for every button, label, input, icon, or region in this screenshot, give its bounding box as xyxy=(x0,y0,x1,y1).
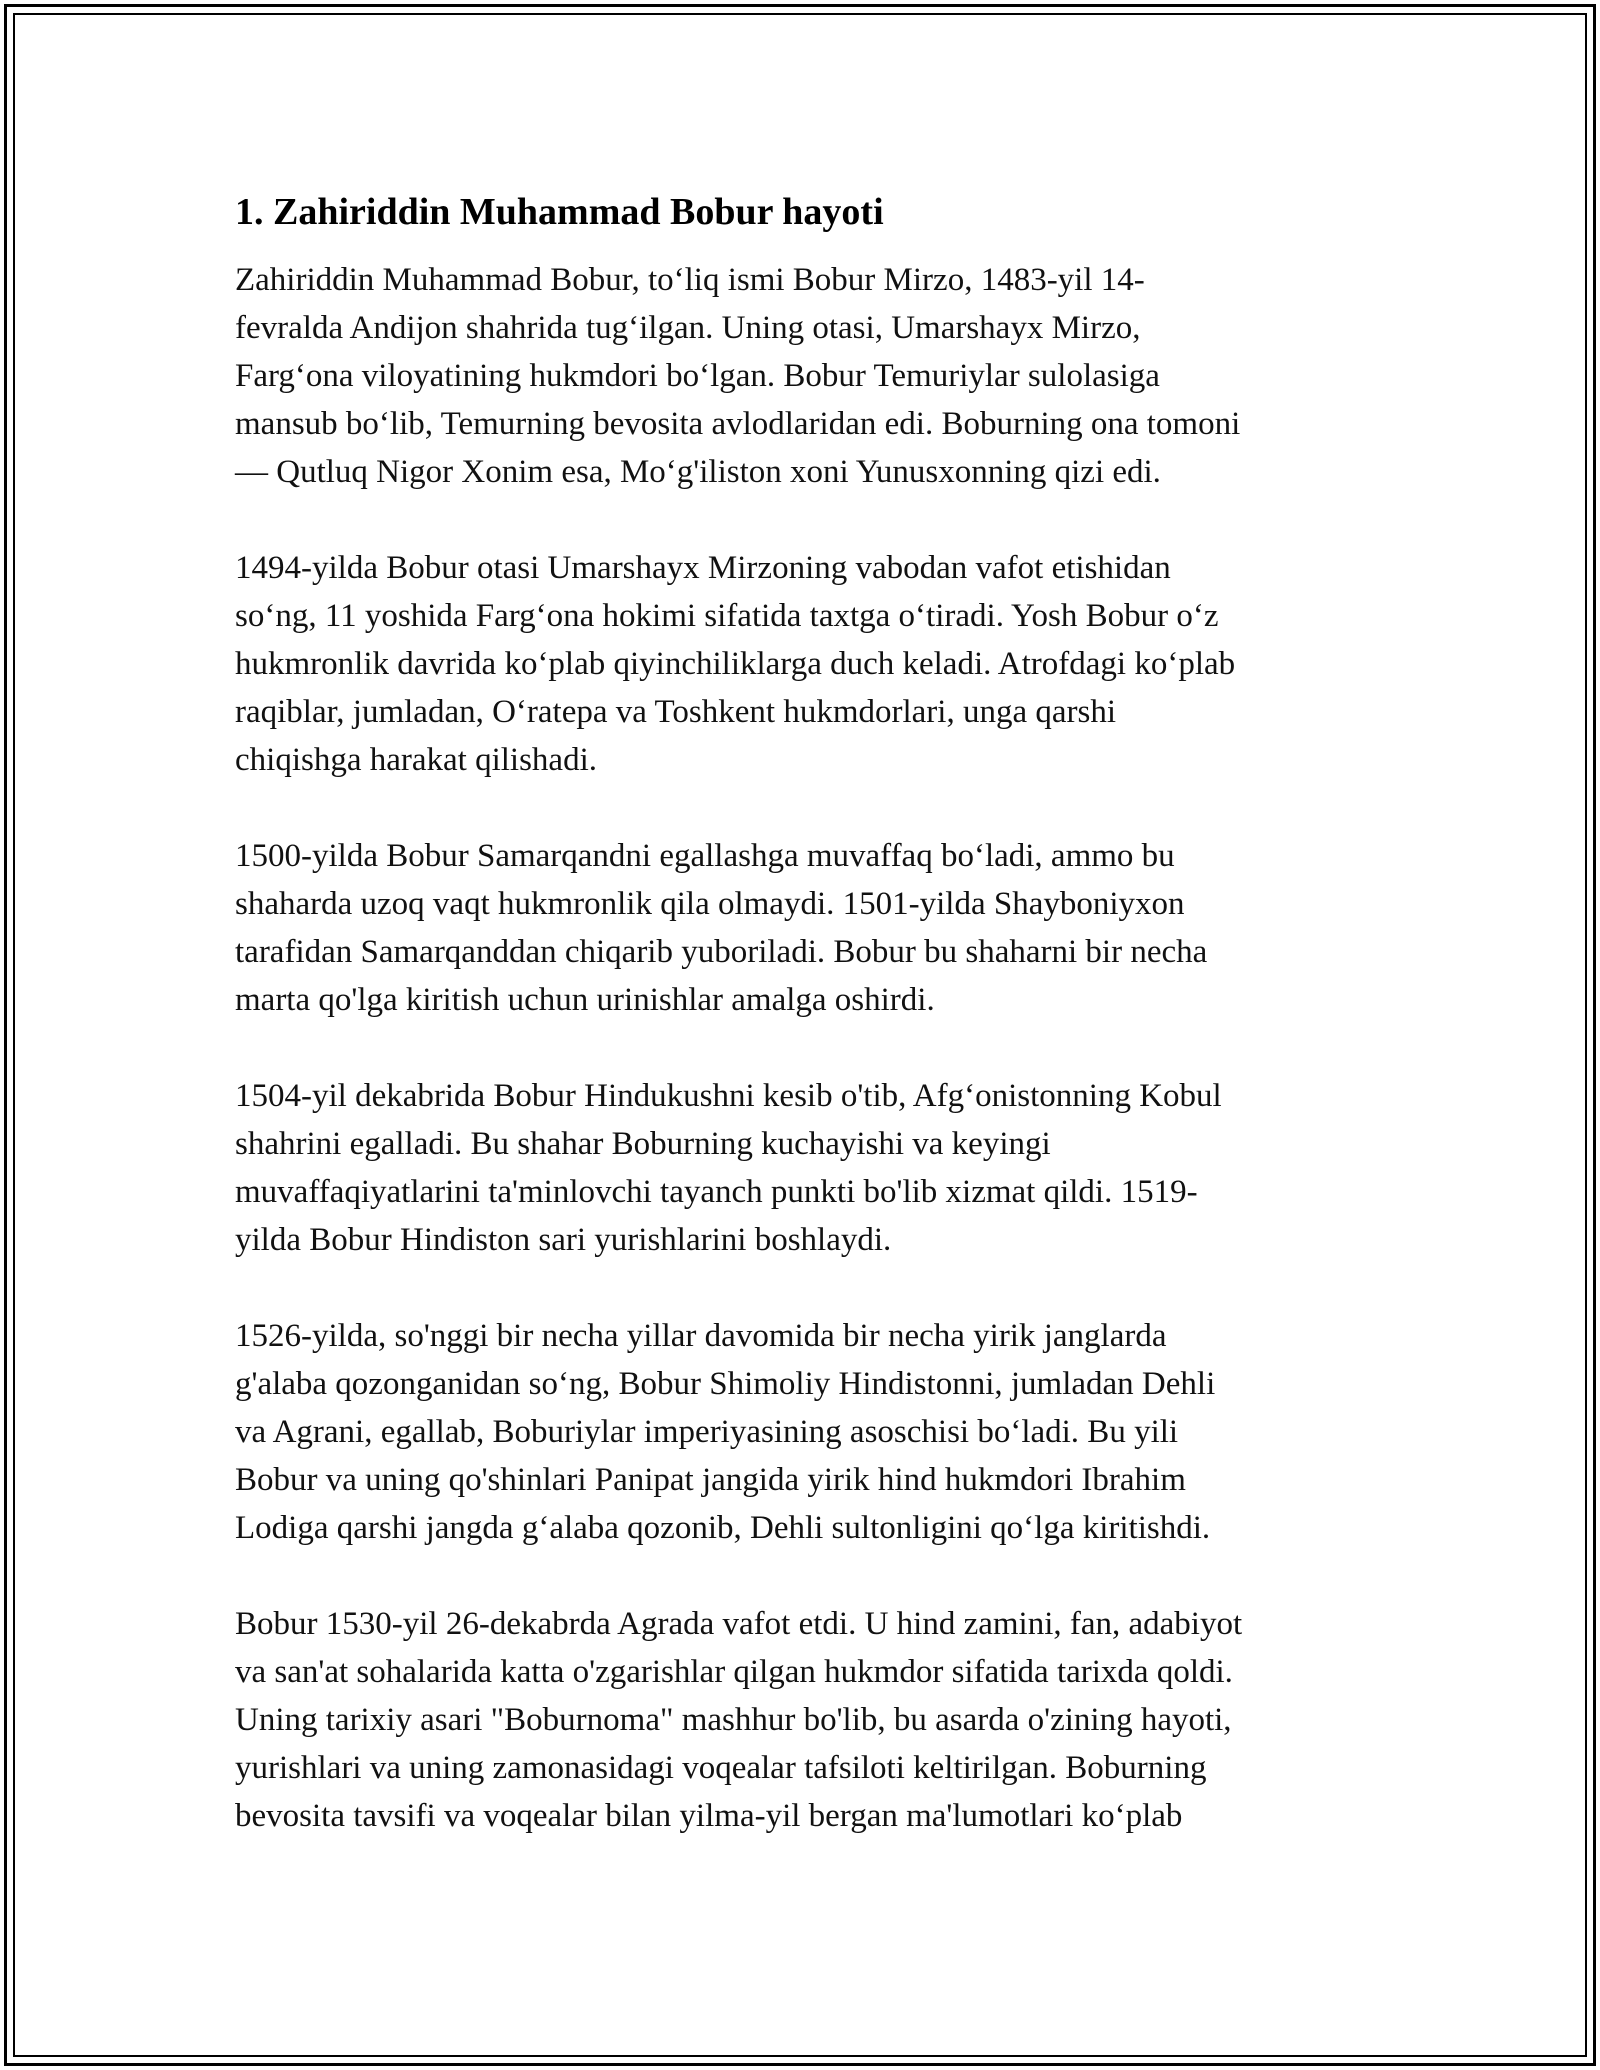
text-line: fevralda Andijon shahrida tug‘ilgan. Uning otasi, Umarshayx Mirzo, xyxy=(235,310,1141,346)
paragraph-kabul xyxy=(235,1072,1365,1264)
page-content xyxy=(235,188,1365,1888)
text-line: Farg‘ona viloyatining hukmdori bo‘lgan. Bobur Temuriylar sulolasiga xyxy=(235,358,1160,394)
text-line: so‘ng, 11 yoshida Farg‘ona hokimi sifatida taxtga o‘tiradi. Yosh Bobur o‘z xyxy=(235,598,1219,634)
text-line: 1526-yilda, so'nggi bir necha yillar davomida bir necha yirik janglarda xyxy=(235,1318,1167,1354)
text-line: shahrini egalladi. Bu shahar Boburning kuchayishi va keyingi xyxy=(235,1126,1051,1162)
text-line: — Qutluq Nigor Xonim esa, Mo‘g'iliston xoni Yunusxonning qizi edi. xyxy=(235,454,1161,490)
text-line: Bobur 1530-yil 26-dekabrda Agrada vafot etdi. U hind zamini, fan, adabiyot xyxy=(235,1606,1243,1642)
text-line: 1494-yilda Bobur otasi Umarshayx Mirzoning vabodan vafot etishidan xyxy=(235,550,1171,586)
text-line: Uning tarixiy asari "Boburnoma" mashhur bo'lib, bu asarda o'zining hayoti, xyxy=(235,1702,1232,1738)
text-line: yurishlari va uning zamonasidagi voqealar tafsiloti keltirilgan. Boburning xyxy=(235,1750,1207,1786)
text-line: mansub bo‘lib, Temurning bevosita avlodlaridan edi. Boburning ona tomoni xyxy=(235,406,1241,442)
text-line: marta qo'lga kiritish uchun urinishlar amalga oshirdi. xyxy=(235,982,935,1018)
text-line: Lodiga qarshi jangda g‘alaba qozonib, Dehli sultonligini qo‘lga kiritishdi. xyxy=(235,1510,1211,1546)
paragraph-early-life xyxy=(235,256,1365,496)
section-heading: 1. Zahiriddin Muhammad Bobur hayoti xyxy=(235,191,884,233)
text-line: va Agrani, egallab, Boburiylar imperiyasining asoschisi bo‘ladi. Bu yili xyxy=(235,1414,1179,1450)
text-line: Bobur va uning qo'shinlari Panipat jangida yirik hind hukmdori Ibrahim xyxy=(235,1462,1186,1498)
text-line: 1500-yilda Bobur Samarqandni egallashga muvaffaq bo‘ladi, ammo bu xyxy=(235,838,1175,874)
paragraph-accession xyxy=(235,544,1365,784)
text-line: Zahiriddin Muhammad Bobur, to‘liq ismi Bobur Mirzo, 1483-yil 14- xyxy=(235,262,1145,298)
text-line: tarafidan Samarqanddan chiqarib yuboriladi. Bobur bu shaharni bir necha xyxy=(235,934,1208,970)
paragraph-samarkand xyxy=(235,832,1365,1024)
text-line: hukmronlik davrida ko‘plab qiyinchiliklarga duch keladi. Atrofdagi ko‘plab xyxy=(235,646,1236,682)
text-line: 1504-yil dekabrida Bobur Hindukushni kesib o'tib, Afg‘onistonning Kobul xyxy=(235,1078,1222,1114)
text-line: yilda Bobur Hindiston sari yurishlarini boshlaydi. xyxy=(235,1222,892,1258)
text-line: g'alaba qozonganidan so‘ng, Bobur Shimoliy Hindistonni, jumladan Dehli xyxy=(235,1366,1216,1402)
text-line: bevosita tavsifi va voqealar bilan yilma-yil bergan ma'lumotlari ko‘plab xyxy=(235,1798,1183,1834)
text-line: shaharda uzoq vaqt hukmronlik qila olmaydi. 1501-yilda Shayboniyxon xyxy=(235,886,1185,922)
text-line: raqiblar, jumladan, O‘ratepa va Toshkent hukmdorlari, unga qarshi xyxy=(235,694,1116,730)
text-line: muvaffaqiyatlarini ta'minlovchi tayanch punkti bo'lib xizmat qildi. 1519- xyxy=(235,1174,1198,1210)
paragraph-legacy xyxy=(235,1600,1365,1840)
text-line: chiqishga harakat qilishadi. xyxy=(235,742,597,778)
text-line: va san'at sohalarida katta o'zgarishlar qilgan hukmdor sifatida tarixda qoldi. xyxy=(235,1654,1233,1690)
paragraph-india-conquest xyxy=(235,1312,1365,1552)
